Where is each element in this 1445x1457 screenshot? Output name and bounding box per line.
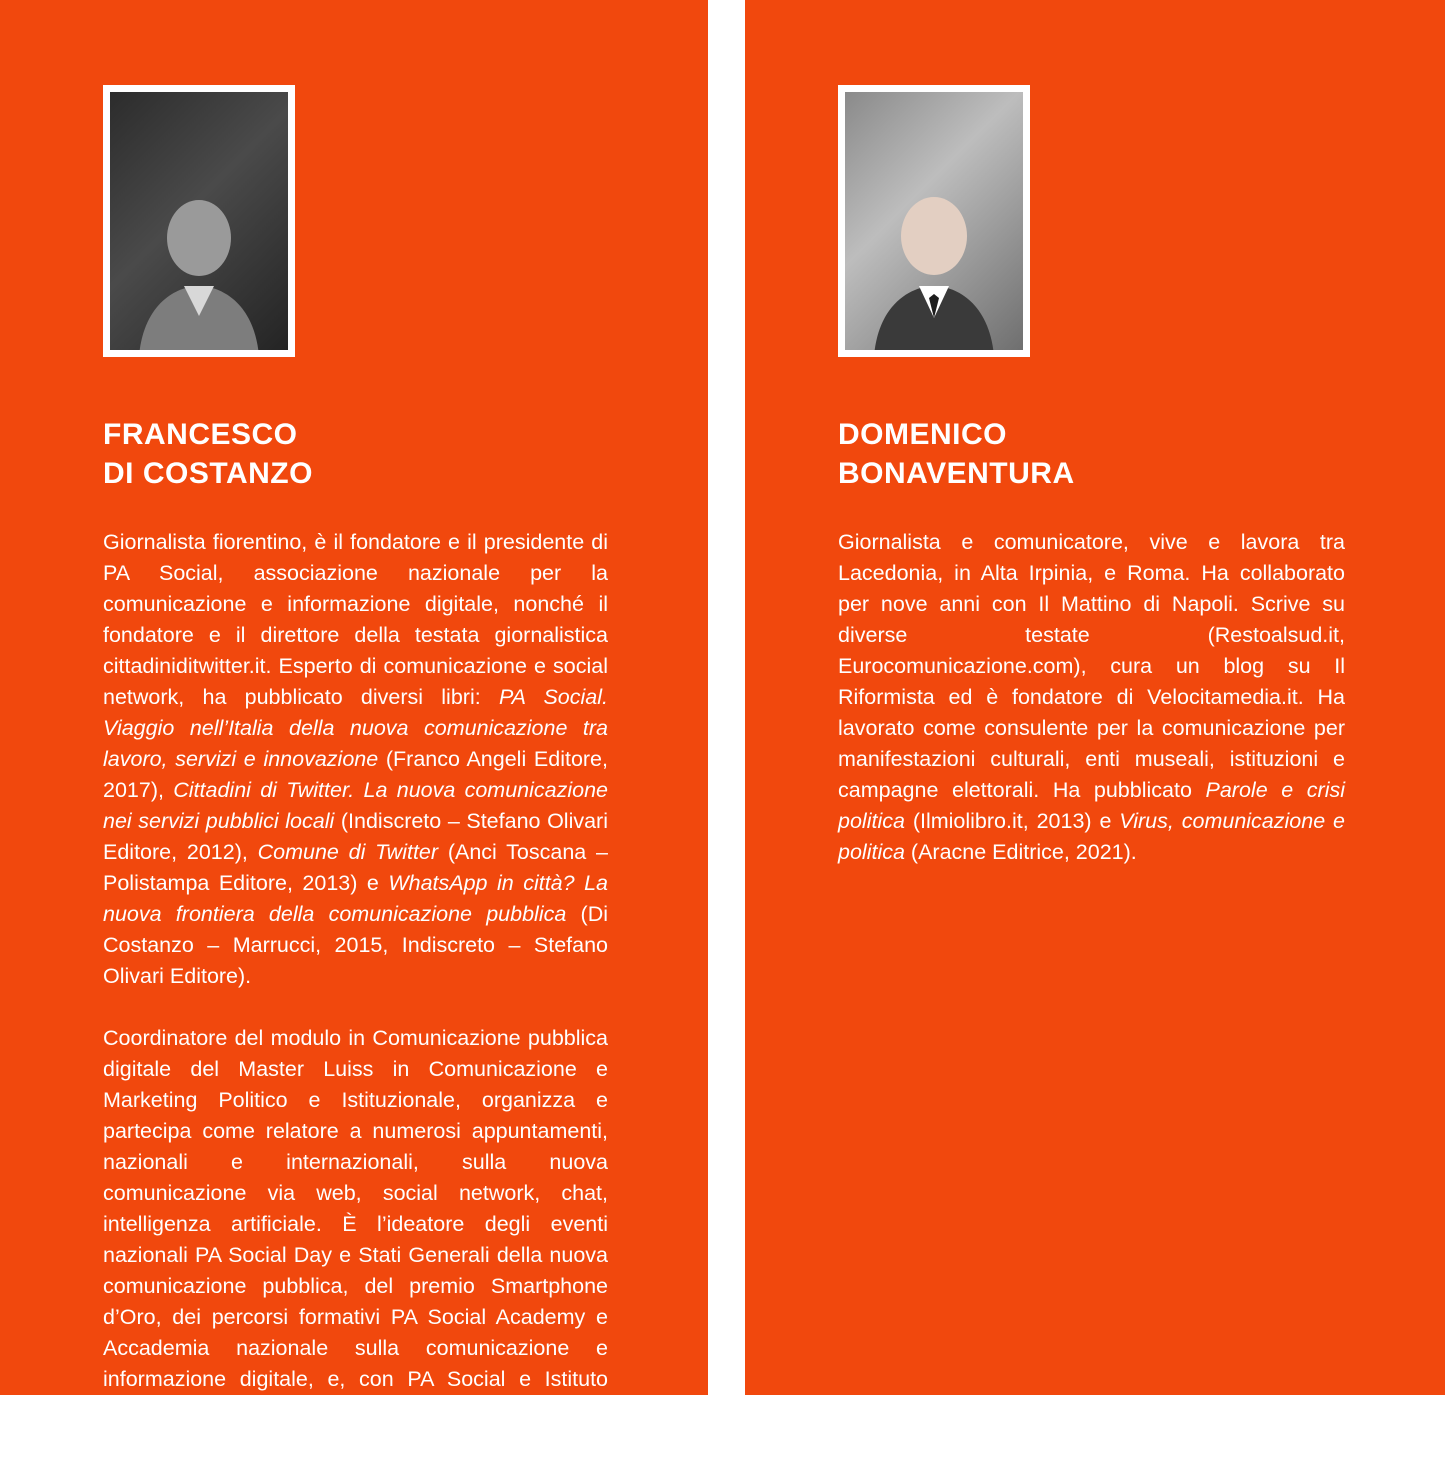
author-panel-francesco (0, 0, 708, 1453)
bio-text: (Franco Angeli Editore, 2017), (103, 747, 608, 802)
author-photo-domenico (845, 92, 1023, 350)
author-photo-frame (103, 85, 295, 357)
book-title-italic: Parole e crisi politica (838, 778, 1345, 833)
author-bio-left (103, 527, 608, 1457)
author-name-right-line1: DOMENICO (838, 418, 1007, 451)
panel-gutter (708, 0, 745, 1395)
bio-text: (Indiscreto – Stefano Olivari Editore, 2012), (103, 809, 608, 864)
bio-text: (Ilmiolibro.it, 2013) e (904, 809, 1120, 833)
book-title-italic: WhatsApp in città? La nuova frontiera della comunicazione pubblica (103, 871, 608, 926)
book-title-italic: Cittadini di Twitter. La nuova comunicazione nei servizi pubblici locali (103, 778, 609, 833)
book-title-italic: Virus, comunicazione e politica (838, 809, 1346, 864)
bio-text: (Di Costanzo – Marrucci, 2015, Indiscreto – Stefano Olivari Editore). (103, 902, 609, 988)
author-bio-right (838, 527, 1345, 868)
bio-text: (Anci Toscana – Polistampa Editore, 2013) e (103, 840, 608, 895)
bio-text: Coordinatore del modulo in Comunicazione pubblica digitale del Master Luiss in Comunicazione e Marketing Politico e Istituzionale, organizza e partecipa come relatore a numerosi appuntamenti, nazionali e internazionali, sulla nuova comunicazione via web, social network, chat, intelligenza artificiale. È l’ideatore degli eventi nazionali PA Social Day e Stati Generali della nuova comunicazione pubblica, del premio Smartphone d’Oro, dei percorsi formativi PA Social Academy e Accademia nazionale sulla comunicazione e informazione digitale, e, con PA Social e Istituto Piepoli, dell’Osservatorio nazionale sulla comunicazione digitale. (103, 1026, 608, 1453)
bio-text: Giornalista e comunicatore, vive e lavora tra Lacedonia, in Alta Irpinia, e Roma. Ha collaborato per nove anni con Il Mattino di Napoli. Scrive su diverse testate (Restoalsud.it, Eurocomunicazione.com), cura un blog su Il Riformista ed è fondatore di Velocitamedia.it. Ha lavorato come consulente per la comunicazione per manifestazioni culturali, enti museali, istituzioni e campagne elettorali. Ha pubblicato (838, 530, 1345, 802)
author-photo-francesco (110, 92, 288, 350)
bio-paragraph (103, 527, 608, 992)
bio-paragraph (103, 1023, 608, 1457)
bio-text: Giornalista fiorentino, è il fondatore e il presidente di PA Social, associazione nazionale per la comunicazione e informazione digitale, nonché il fondatore e il direttore della testata giornalistica cittadiniditwitter.it. Esperto di comunicazione e social network, ha pubblicato diversi libri: (103, 530, 608, 709)
bio-text: (Aracne Editrice, 2021). (904, 840, 1137, 864)
book-title-italic: PA Social. Viaggio nell’Italia della nuova comunicazione tra lavoro, servizi e innovazione (103, 685, 608, 771)
author-name-right (838, 415, 1345, 493)
author-photo-frame (838, 85, 1030, 357)
author-name-right-line2: BONAVENTURA (838, 457, 1075, 490)
bio-paragraph (838, 527, 1345, 868)
author-name-left (103, 415, 608, 493)
portrait-silhouette-icon (859, 186, 1009, 350)
author-name-left-line1: FRANCESCO (103, 418, 298, 451)
portrait-silhouette-icon (124, 186, 274, 350)
author-panel-domenico (745, 0, 1445, 1395)
author-name-left-line2: DI COSTANZO (103, 457, 313, 490)
book-title-italic: Comune di Twitter (257, 840, 439, 864)
